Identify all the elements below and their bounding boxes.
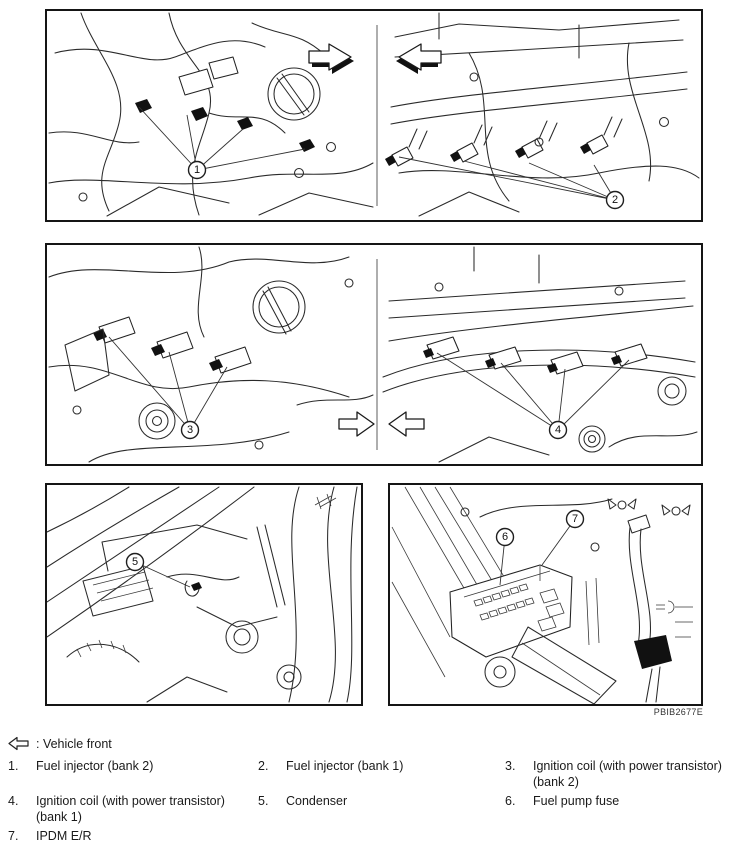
engine-illustration-middle	[47, 245, 701, 464]
legend-num-4: 4.	[8, 794, 19, 808]
vehicle-front-label: : Vehicle front	[36, 736, 112, 751]
illustration-bank1-injectors	[385, 13, 699, 216]
vehicle-front-key	[8, 736, 112, 751]
diagram-panel-ignition-coils	[45, 243, 703, 466]
callout-5: 5	[131, 556, 139, 568]
legend-item-7	[8, 829, 258, 856]
legend-num-2: 2.	[258, 759, 269, 773]
legend-item-4	[8, 794, 258, 825]
callout-3: 3	[186, 424, 194, 436]
diagram-panel-fuel-injectors	[45, 9, 703, 222]
illustration-condenser	[47, 487, 357, 702]
illustration-bank2-injectors	[49, 13, 373, 216]
vehicle-front-arrow-left	[396, 44, 441, 74]
diagram-panel-condenser	[45, 483, 363, 706]
vehicle-front-arrow-right	[339, 412, 374, 436]
legend-num-1: 1.	[8, 759, 19, 773]
legend-label-4: Ignition coil (with power transistor) (bank 1)	[36, 794, 225, 824]
illustration-ipdm	[392, 487, 693, 704]
legend	[8, 759, 730, 856]
legend-item-5	[258, 794, 505, 825]
callout-6: 6	[501, 531, 509, 543]
legend-num-3: 3.	[505, 759, 516, 773]
callout-2: 2	[611, 194, 619, 206]
legend-item-6	[505, 794, 730, 825]
vehicle-front-arrow-left	[389, 412, 424, 436]
vehicle-front-arrow-icon	[8, 736, 29, 751]
figure-code: PBIB2677E	[653, 707, 703, 717]
injector-shapes	[385, 117, 622, 166]
callout-1: 1	[193, 164, 201, 176]
legend-label-1: Fuel injector (bank 2)	[36, 759, 154, 773]
legend-num-7: 7.	[8, 829, 19, 843]
vehicle-front-arrow-right	[309, 44, 354, 74]
engine-illustration-condenser	[47, 485, 361, 704]
legend-label-2: Fuel injector (bank 1)	[286, 759, 404, 773]
legend-label-5: Condenser	[286, 794, 348, 808]
legend-item-1	[8, 759, 258, 790]
legend-item-3	[505, 759, 730, 790]
legend-num-6: 6.	[505, 794, 516, 808]
diagram-panel-ipdm	[388, 483, 703, 706]
callout-7: 7	[571, 513, 579, 525]
legend-label-6: Fuel pump fuse	[533, 794, 620, 808]
legend-item-2	[258, 759, 505, 790]
illustration-bank2-coils	[49, 247, 374, 462]
engine-illustration-ipdm	[390, 485, 701, 704]
illustration-bank1-coils	[383, 247, 697, 462]
legend-label-3: Ignition coil (with power transistor) (bank 2)	[533, 759, 722, 789]
engine-illustration-top	[47, 11, 701, 220]
legend-num-5: 5.	[258, 794, 269, 808]
callout-4: 4	[554, 424, 562, 436]
legend-label-7: IPDM E/R	[36, 829, 92, 843]
